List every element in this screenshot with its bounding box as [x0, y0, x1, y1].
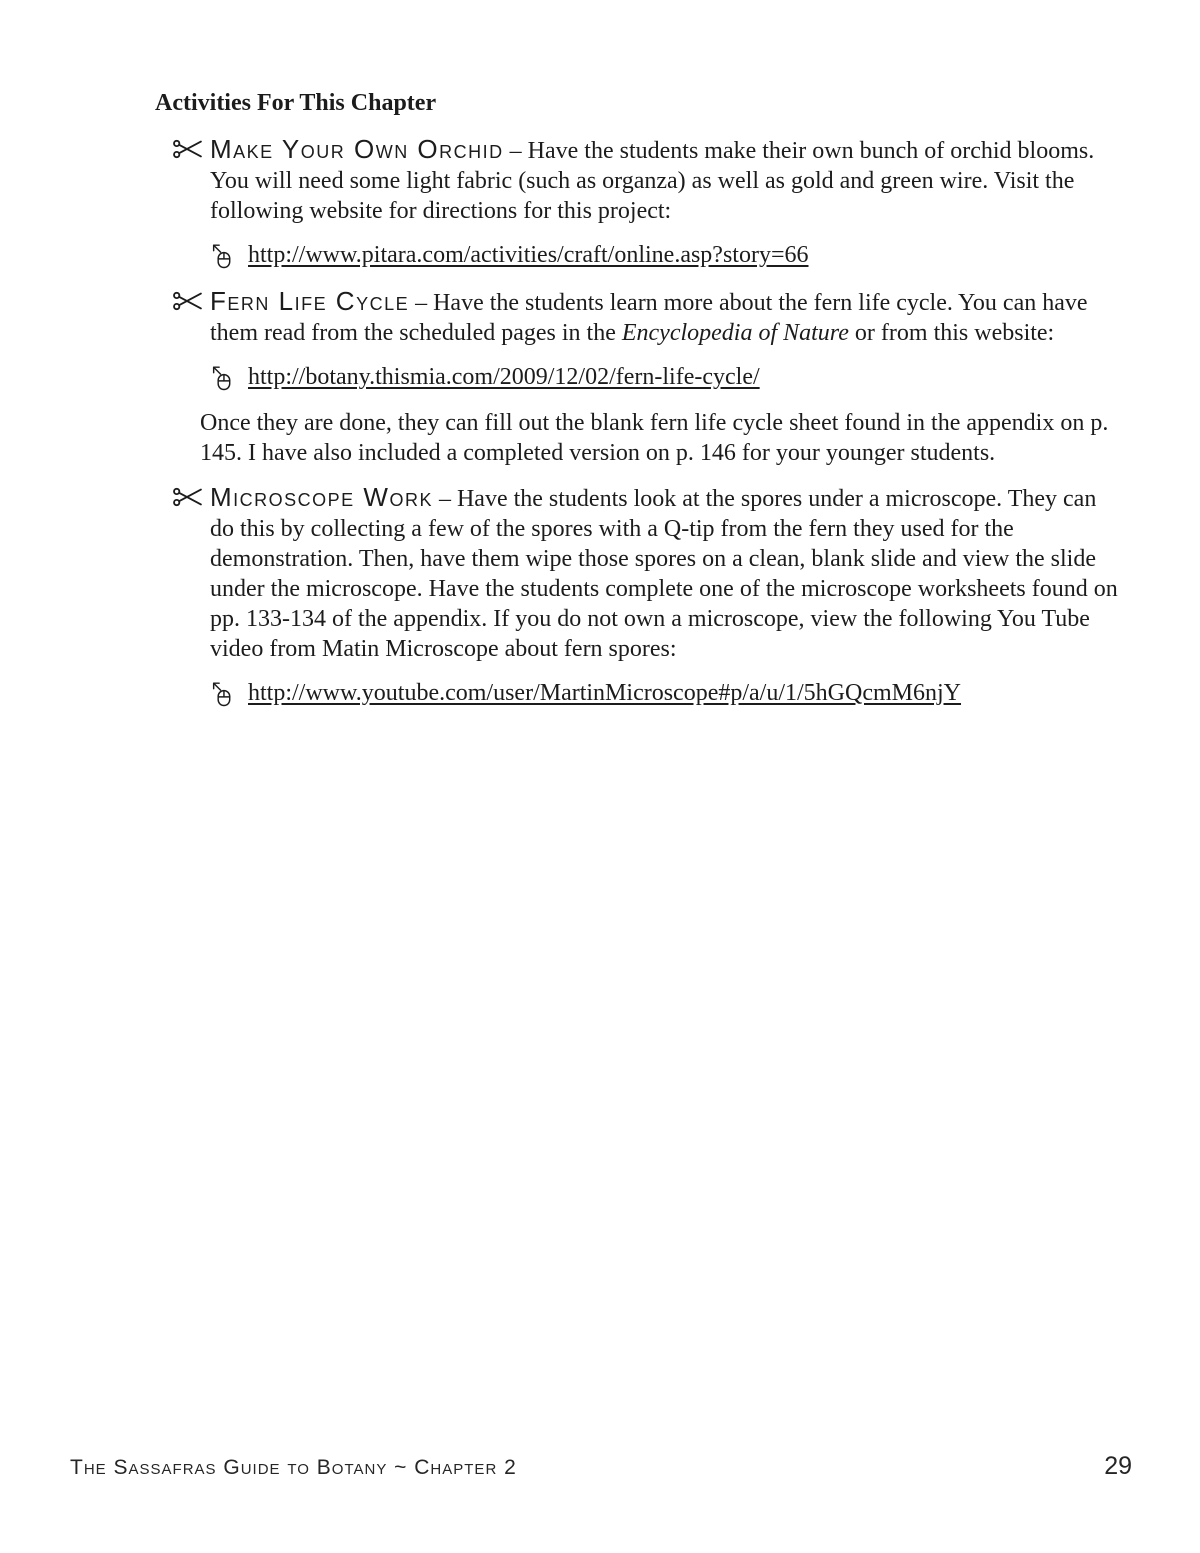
page-number: 29 [1104, 1452, 1132, 1480]
activity-item-orchid [155, 134, 1115, 226]
link-row [210, 678, 1115, 708]
activity-body: – Have the students learn more about the fern life cycle. You can have them read from the scheduled pages in the Encyclopedia of Nature or from this website: [210, 290, 1088, 346]
activity-body: – Have the students look at the spores under a microscope. They can do this by collecting a few of the spores with a Q-tip from the fern they used for the demonstration. Then, have them wipe those spores on a clean, blank slide and view the slide under the microscope. Have the students complete one of the microscope worksheets found on pp. 133-134 of the appendix. If you do not own a microscope, view the following You Tube video from Matin Microscope about fern spores: [210, 486, 1118, 662]
activity-item-microscope-work [155, 482, 1118, 664]
activity-text [210, 482, 1120, 664]
activity-link-pitara[interactable]: http://www.pitara.com/activities/craft/online.asp?story=66 [248, 242, 809, 268]
page-content [155, 88, 1118, 724]
section-heading: Activities For This Chapter [155, 90, 437, 116]
link-row [210, 240, 1115, 270]
activity-title: Fern Life Cycle [210, 286, 410, 316]
mouse-click-icon [210, 241, 235, 270]
activity-text [210, 134, 1120, 226]
scissors-icon [155, 286, 210, 348]
activity-link-youtube[interactable]: http://www.youtube.com/user/MartinMicroscope#p/a/u/1/5hGQcmM6njY [248, 680, 962, 706]
scissors-icon [155, 482, 210, 664]
activity-body: – Have the students make their own bunch of orchid blooms. You will need some light fabric (such as organza) as well as gold and green wire. Visit the following website for directions for this project: [210, 138, 1095, 224]
link-row [210, 362, 1115, 392]
page-footer [70, 1452, 1132, 1481]
scissors-icon [155, 134, 210, 226]
mouse-click-icon [210, 679, 235, 708]
mouse-click-icon [210, 363, 235, 392]
activity-item-fern-life-cycle [155, 286, 1115, 348]
activity-title: Make Your Own Orchid [210, 134, 504, 164]
footer-title: The Sassafras Guide to Botany ~ Chapter 2 [70, 1456, 517, 1479]
activity-link-fern-life-cycle[interactable]: http://botany.thismia.com/2009/12/02/fern-life-cycle/ [248, 364, 760, 390]
note-paragraph: Once they are done, they can fill out the blank fern life cycle sheet found in the appendix on p. 145. I have also included a completed version on p. 146 for your younger students. [200, 410, 1109, 466]
book-title-italic: Encyclopedia of Nature [621, 320, 849, 346]
activity-title: Microscope Work [210, 482, 433, 512]
activity-text [210, 286, 1120, 348]
